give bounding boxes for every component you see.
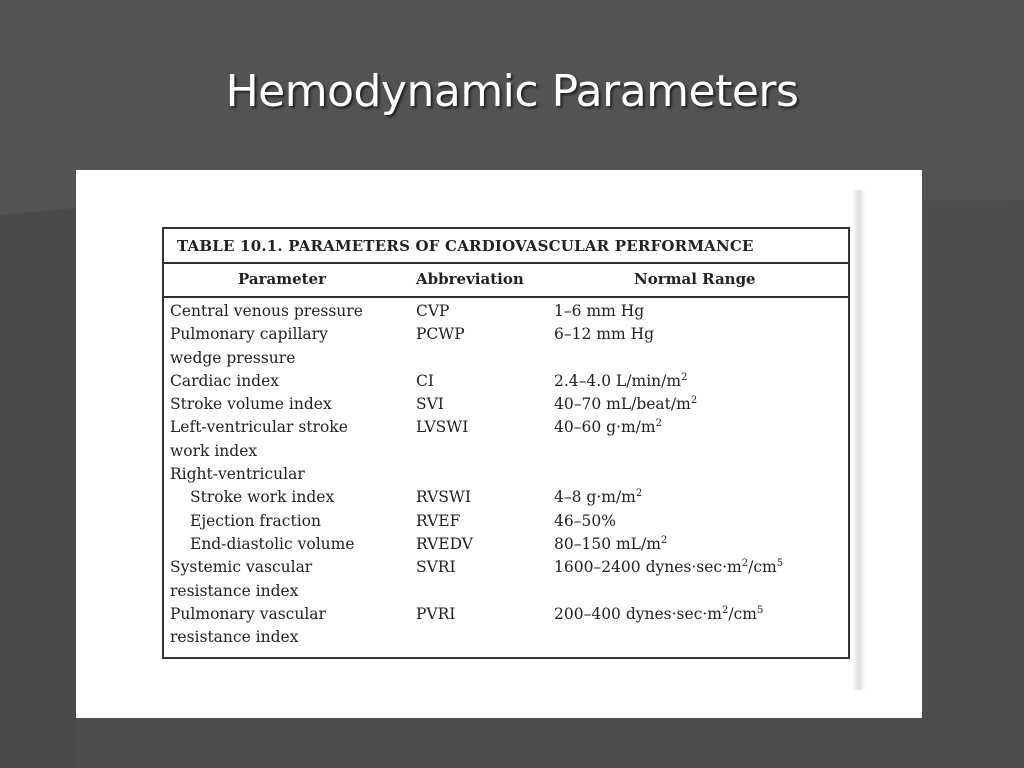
parameters-table	[162, 227, 850, 659]
table-row	[164, 512, 848, 535]
cell-abbreviation: RVSWI	[416, 488, 471, 507]
cell-parameter: End-diastolic volume	[190, 534, 355, 553]
table-row	[164, 488, 848, 511]
cell-abbreviation: RVEDV	[416, 534, 473, 553]
slide-title: Hemodynamic Parameters	[225, 66, 799, 117]
cell-parameter: resistance index	[170, 581, 299, 600]
cell-normal-range: 80–150 $mL/m^2$	[554, 534, 668, 554]
table-body	[164, 302, 848, 651]
cell-normal-range: 40–60 $g\cdot m/m^2$	[554, 418, 662, 437]
table-row	[164, 418, 848, 441]
cell-parameter: Stroke work index	[190, 488, 335, 507]
cell-parameter: Systemic vascular	[170, 558, 313, 577]
cell-normal-range: 2.4–4.0 $L/\min/m^2$	[554, 371, 688, 391]
cell-parameter: Right-ventricular	[170, 465, 305, 484]
cell-abbreviation: RVEF	[416, 511, 461, 530]
cell-parameter: Pulmonary vascular	[170, 604, 326, 623]
table-row	[164, 605, 848, 628]
table-row	[164, 465, 848, 488]
cell-normal-range: 40–70 $mL/beat/m^2$	[554, 395, 698, 414]
table-caption: TABLE 10.1. PARAMETERS OF CARDIOVASCULAR PERFORMANCE	[177, 237, 754, 255]
table-row	[164, 535, 848, 558]
cell-parameter: Cardiac index	[170, 371, 280, 390]
cell-parameter: resistance index	[170, 628, 299, 647]
table-row	[164, 325, 848, 348]
cell-normal-range: 46–50%	[554, 511, 616, 530]
table-row	[164, 442, 848, 465]
cell-normal-range: 6–12 mm Hg	[554, 325, 655, 344]
table-row	[164, 372, 848, 395]
column-header-normal-range: Normal Range	[634, 270, 756, 288]
table-row	[164, 628, 848, 651]
table-row	[164, 558, 848, 581]
cell-normal-range: 200–400 $dynes\cdot\sec\cdot m^2/cm^5$	[554, 604, 764, 624]
cell-parameter: Central venous pressure	[170, 302, 363, 320]
column-header-parameter: Parameter	[238, 270, 327, 288]
cell-normal-range: 4–8 $g\cdot m/m^2$	[554, 488, 643, 507]
column-header-abbreviation: Abbreviation	[416, 270, 524, 288]
cell-normal-range: 1600–2400 $dynes\cdot\sec\cdot m^2/cm^5$	[554, 558, 784, 577]
cell-abbreviation: PVRI	[416, 604, 456, 623]
cell-abbreviation: PCWP	[416, 325, 465, 344]
cell-parameter: Left-ventricular stroke	[170, 418, 348, 437]
cell-parameter: Ejection fraction	[190, 511, 321, 530]
table-row	[164, 349, 848, 372]
cell-parameter: Stroke volume index	[170, 395, 332, 414]
table-row	[164, 582, 848, 605]
table-row	[164, 395, 848, 418]
cell-parameter: work index	[170, 441, 258, 460]
cell-abbreviation: SVRI	[416, 558, 456, 577]
table-row	[164, 302, 848, 325]
header-divider	[164, 296, 848, 298]
cell-parameter: wedge pressure	[170, 348, 296, 367]
cell-abbreviation: CI	[416, 371, 434, 390]
cell-normal-range: 1–6 mm Hg	[554, 302, 645, 320]
cell-parameter: Pulmonary capillary	[170, 325, 328, 344]
caption-divider	[164, 262, 848, 264]
scanned-table-image	[76, 170, 922, 718]
cell-abbreviation: CVP	[416, 302, 450, 320]
cell-abbreviation: SVI	[416, 395, 444, 414]
cell-abbreviation: LVSWI	[416, 418, 469, 437]
page-edge-shadow	[852, 190, 866, 690]
